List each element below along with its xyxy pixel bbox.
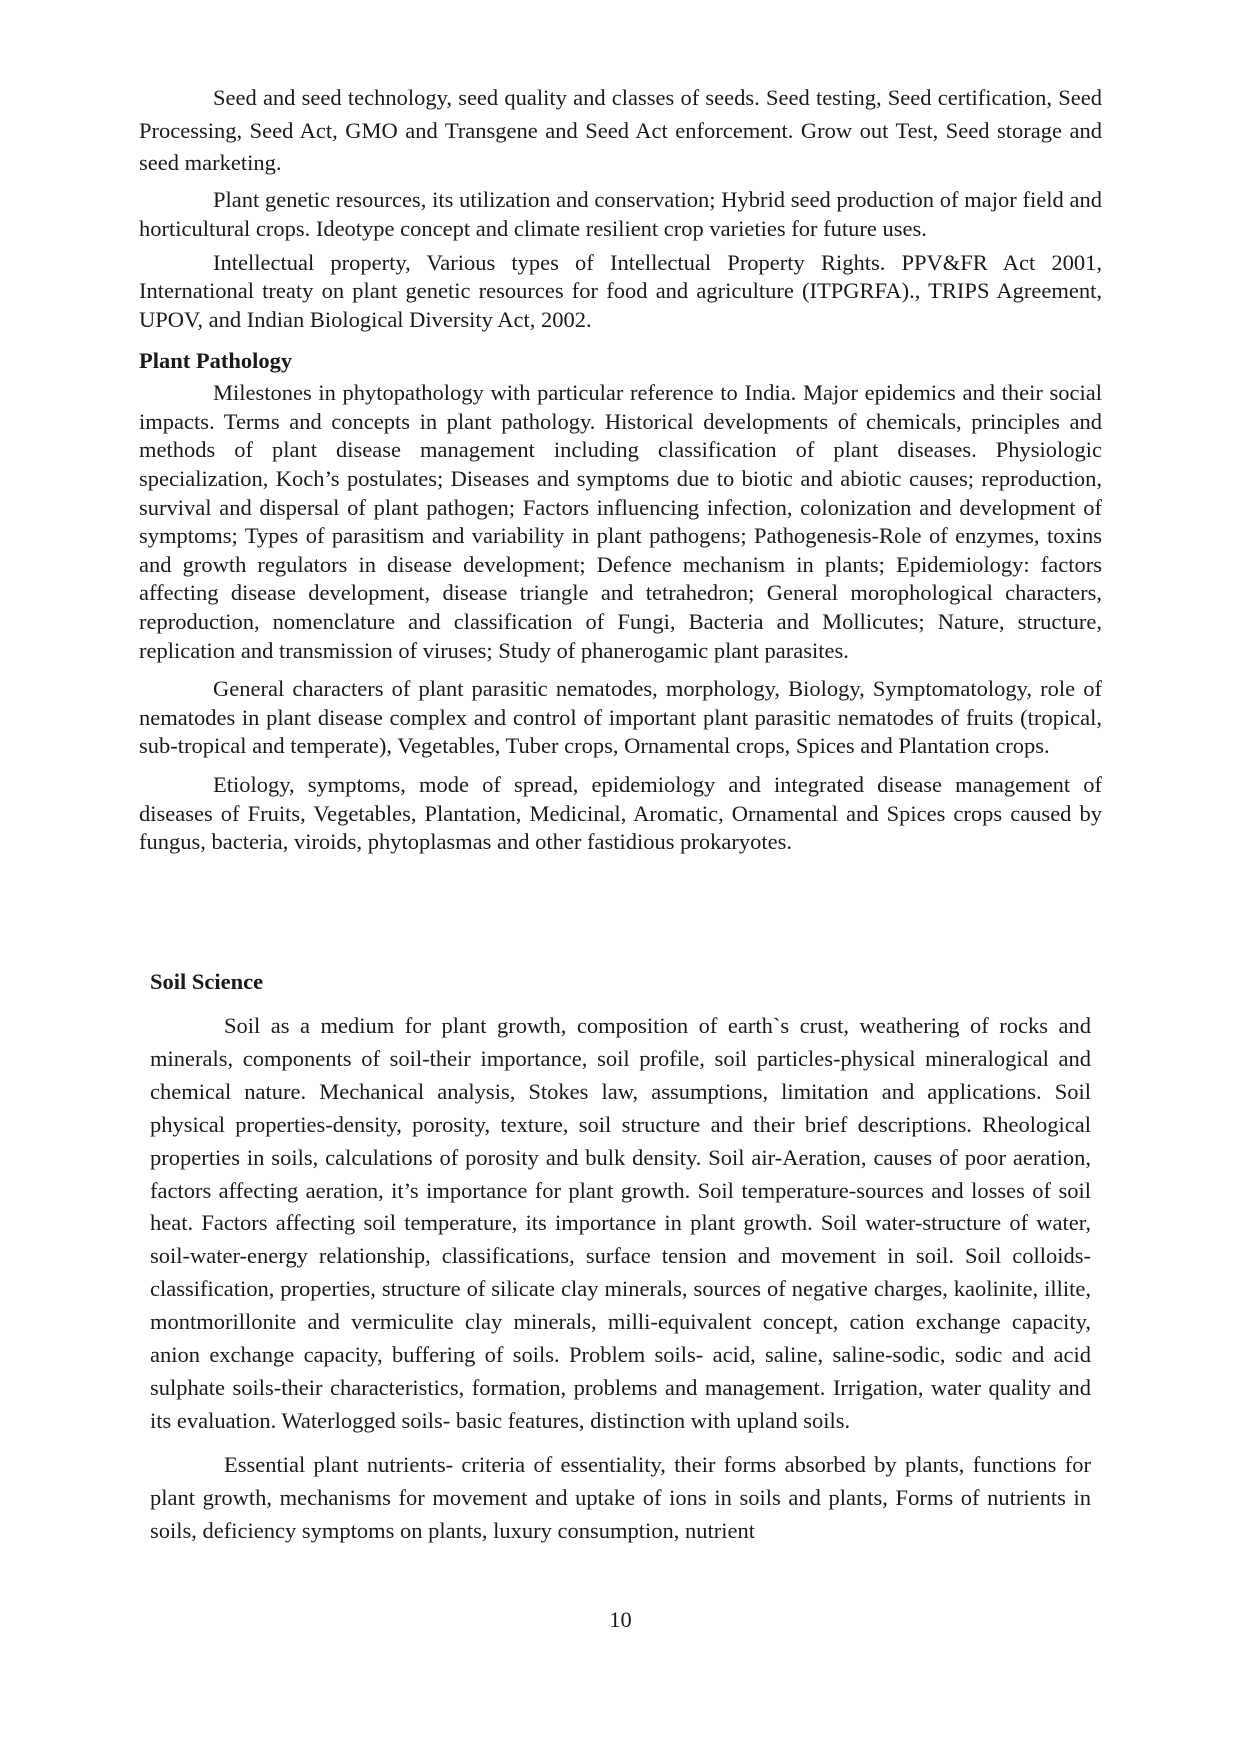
soil-science-heading: Soil Science	[150, 969, 264, 994]
page-number: 10	[609, 1607, 632, 1632]
seed-technology-paragraph: Seed and seed technology, seed quality and classes of seeds. Seed testing, Seed certification, Seed Processing, Seed Act, GMO and Transgene and Seed Act enforcement. Grow out Test, Seed storage and seed marketing.	[139, 85, 1102, 175]
soil-medium-paragraph: Soil as a medium for plant growth, composition of earth`s crust, weathering of rocks and minerals, components of soil-their importance, soil profile, soil particles-physical mineralogical and chemical nature. Mechanical analysis, Stokes law, assumptions, limitation and applications. Soil physical properties-density, porosity, texture, soil structure and their brief descriptions. Rheological properties in soils, calculations of porosity and bulk density. Soil air-Aeration, causes of poor aeration, factors affecting aeration, it’s importance for plant growth. Soil temperature-sources and losses of soil heat. Factors affecting soil temperature, its importance in plant growth. Soil water-structure of water, soil-water-energy relationship, classifications, surface tension and movement in soil. Soil colloids-classification, properties, structure of silicate clay minerals, sources of negative charges, kaolinite, illite, montmorillonite and vermiculite clay minerals, milli-equivalent concept, cation exchange capacity, anion exchange capacity, buffering of soils. Problem soils- acid, saline, saline-sodic, sodic and acid sulphate soils-their characteristics, formation, problems and management. Irrigation, water quality and its evaluation. Waterlogged soils- basic features, distinction with upland soils.	[150, 1013, 1091, 1433]
upper-section	[139, 82, 1102, 857]
soil-science-section	[150, 1010, 1091, 1548]
phytopathology-paragraph: Milestones in phytopathology with particular reference to India. Major epidemics and their social impacts. Terms and concepts in plant pathology. Historical developments of chemicals, principles and methods of plant disease management including classification of plant diseases. Physiologic specialization, Koch’s postulates; Diseases and symptoms due to biotic and abiotic causes; reproduction, survival and dispersal of plant pathogen; Factors influencing infection, colonization and development of symptoms; Types of parasitism and variability in plant pathogens; Pathogenesis-Role of enzymes, toxins and growth regulators in disease development; Defence mechanism in plants; Epidemiology: factors affecting disease development, disease triangle and tetrahedron; General morophological characters, reproduction, nomenclature and classification of Fungi, Bacteria and Mollicutes; Nature, structure, replication and transmission of viruses; Study of phanerogamic plant parasites.	[139, 380, 1102, 663]
etiology-paragraph: Etiology, symptoms, mode of spread, epidemiology and integrated disease management of diseases of Fruits, Vegetables, Plantation, Medicinal, Aromatic, Ornamental and Spices crops caused by fungus, bacteria, viroids, phytoplasmas and other fastidious prokaryotes.	[139, 772, 1102, 855]
plant-pathology-heading: Plant Pathology	[139, 348, 293, 374]
nematodes-paragraph: General characters of plant parasitic nematodes, morphology, Biology, Symptomatology, role of nematodes in plant disease complex and control of important plant parasitic nematodes of fruits (tropical, sub-tropical and temperate), Vegetables, Tuber crops, Ornamental crops, Spices and Plantation crops.	[139, 676, 1102, 759]
intellectual-property-paragraph: Intellectual property, Various types of Intellectual Property Rights. PPV&FR Act 2001, International treaty on plant genetic resources for food and agriculture (ITPGRFA)., TRIPS Agreement, UPOV, and Indian Biological Diversity Act, 2002.	[139, 249, 1102, 332]
plant-nutrients-paragraph: Essential plant nutrients- criteria of essentiality, their forms absorbed by plants, functions for plant growth, mechanisms for movement and uptake of ions in soils and plants, Forms of nutrients in soils, deficiency symptoms on plants, luxury consumption, nutrient	[150, 1451, 1091, 1543]
plant-genetic-resources-paragraph: Plant genetic resources, its utilization and conservation; Hybrid seed production of major field and horticultural crops. Ideotype concept and climate resilient crop varieties for future uses.	[139, 186, 1102, 241]
